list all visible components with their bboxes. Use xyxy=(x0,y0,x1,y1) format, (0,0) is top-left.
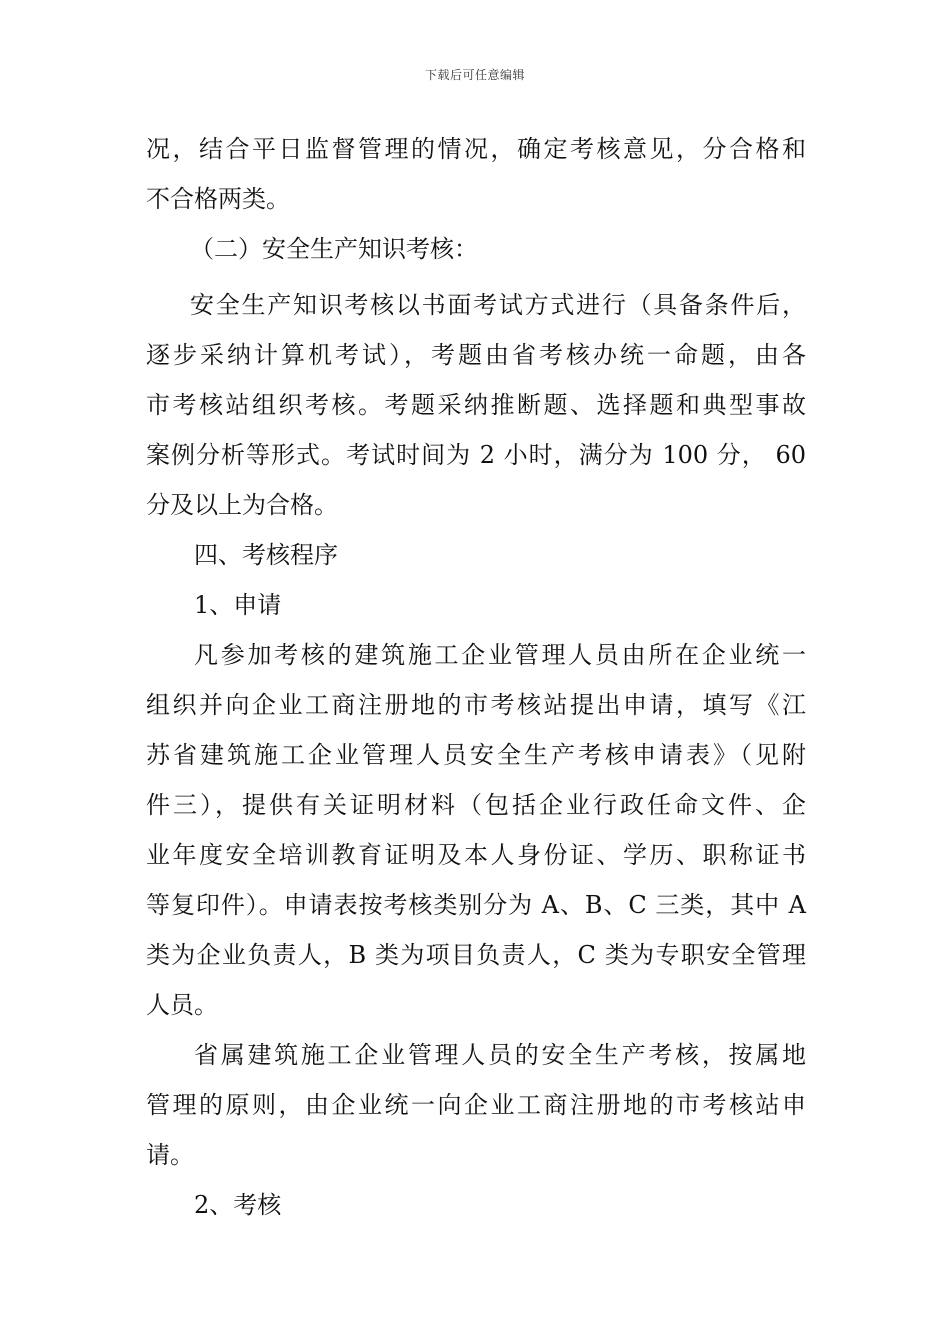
text-line: 安全生产知识考核以书面考试方式进行（具备条件后， xyxy=(190,291,806,319)
text-line: 凡参加考核的建筑施工企业管理人员由所在企业统一 xyxy=(194,641,806,669)
text-line: 类为企业负责人，B 类为项目负责人，C 类为专职安全管理 xyxy=(146,941,806,969)
section-heading: 四、考核程序 xyxy=(194,541,338,569)
text-line: 业年度安全培训教育证明及本人身份证、学历、职称证书 xyxy=(146,841,806,869)
document-body xyxy=(146,124,806,1230)
subsection-heading: 2、考核 xyxy=(194,1191,282,1219)
text-line: 分及以上为合格。 xyxy=(146,491,338,519)
text-line: 人员。 xyxy=(146,991,218,1019)
text-line: 苏省建筑施工企业管理人员安全生产考核申请表》（见附 xyxy=(146,741,806,769)
text-line: 市考核站组织考核。考题采纳推断题、选择题和典型事故 xyxy=(146,391,806,419)
text-line: 组织并向企业工商注册地的市考核站提出申请，填写《江 xyxy=(146,691,806,719)
subsection-heading: 1、申请 xyxy=(194,591,282,619)
text-line: 况，结合平日监督管理的情况，确定考核意见，分合格和 xyxy=(146,135,806,163)
text-line: 逐步采纳计算机考试），考题由省考核办统一命题，由各 xyxy=(146,341,806,369)
page-header: 下载后可任意编辑 xyxy=(424,68,525,82)
text-line: 不合格两类。 xyxy=(146,185,290,213)
text-line: 件三），提供有关证明材料（包括企业行政任命文件、企 xyxy=(146,791,806,819)
section-heading: （二）安全生产知识考核： xyxy=(190,235,478,263)
text-line: 等复印件）。申请表按考核类别分为 A、B、C 三类，其中 A xyxy=(146,891,806,919)
text-line: 省属建筑施工企业管理人员的安全生产考核，按属地 xyxy=(194,1041,806,1069)
text-line: 请。 xyxy=(146,1141,194,1169)
text-line: 案例分析等形式。考试时间为 2 小时，满分为 100 分， 60 xyxy=(146,441,806,469)
text-line: 管理的原则，由企业统一向企业工商注册地的市考核站申 xyxy=(146,1091,806,1119)
